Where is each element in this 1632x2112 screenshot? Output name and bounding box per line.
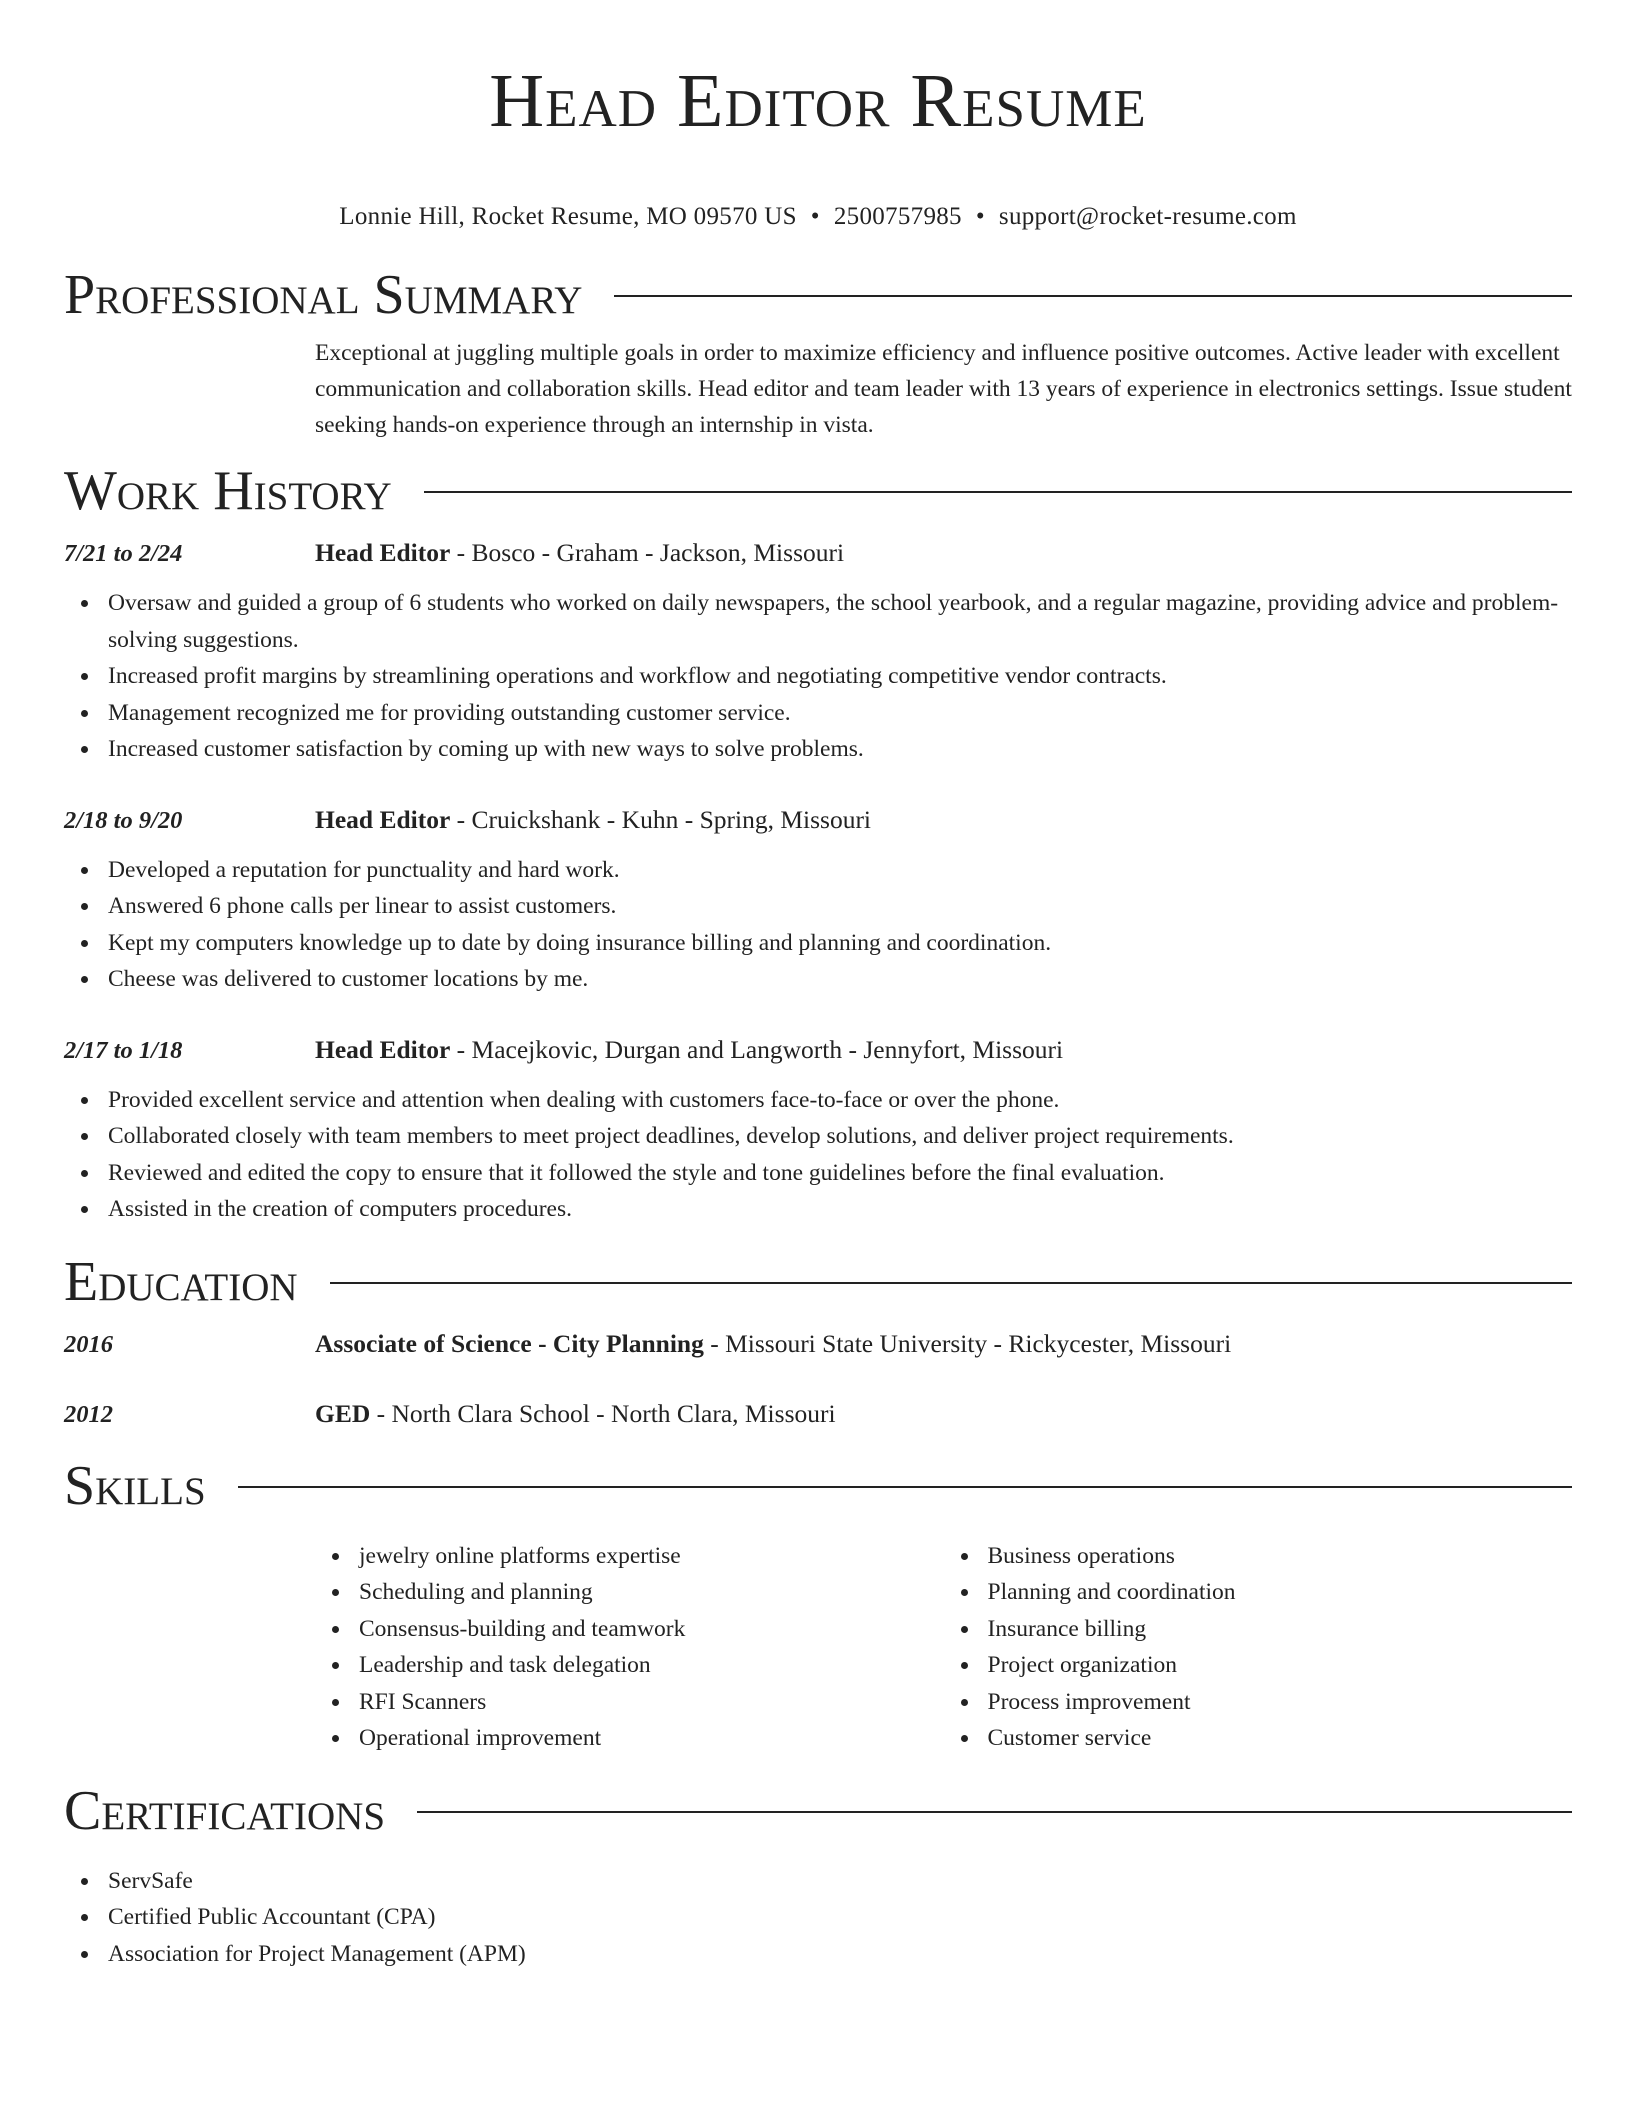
skills-list-right <box>944 1538 1573 1757</box>
education-year: 2016 <box>64 1330 113 1358</box>
certifications-section-header <box>64 1779 1572 1843</box>
skill-item: Operational improvement <box>359 1720 944 1757</box>
summary-heading: Professional Summary <box>64 264 583 326</box>
list-item: Answered 6 phone calls per linear to assist customers. <box>108 888 1572 925</box>
job-role <box>315 535 844 571</box>
job-details: - Cruickshank - Kuhn - Spring, Missouri <box>450 804 872 834</box>
certifications-heading: Certifications <box>64 1779 386 1842</box>
job-title: Head Editor <box>315 804 451 834</box>
certification-item: Certified Public Accountant (CPA) <box>108 1899 1572 1936</box>
education-year: 2012 <box>64 1400 113 1428</box>
list-item: Oversaw and guided a group of 6 students who worked on daily newspapers, the school yearbook, and a regular magazine, providing advice and problem-solving suggestions. <box>108 585 1572 658</box>
job-dates: 7/21 to 2/24 <box>64 540 183 567</box>
contact-phone: 2500757985 <box>833 203 962 230</box>
education-school: - Missouri State University - Rickycester, Missouri <box>703 1328 1232 1358</box>
skill-item: Insurance billing <box>988 1611 1573 1648</box>
skill-item: Customer service <box>988 1720 1573 1757</box>
skill-item: RFI Scanners <box>359 1684 944 1721</box>
list-item: Collaborated closely with team members to meet project deadlines, develop solutions, and deliver project requirements. <box>108 1118 1572 1155</box>
job-header <box>64 535 1572 571</box>
job-entry <box>64 802 1572 998</box>
contact-email: support@rocket-resume.com <box>998 203 1297 230</box>
list-item: Cheese was delivered to customer locations by me. <box>108 961 1572 998</box>
list-item: Increased profit margins by streamlining operations and workflow and negotiating competitive vendor contracts. <box>108 658 1572 695</box>
contact-line <box>64 202 1572 232</box>
job-entry <box>64 535 1572 768</box>
summary-section-header <box>64 263 1572 327</box>
section-divider <box>238 1486 1572 1488</box>
job-title: Head Editor <box>315 538 451 567</box>
list-item: Assisted in the creation of computers procedures. <box>108 1191 1572 1228</box>
job-header <box>64 1032 1572 1068</box>
job-details: - Macejkovic, Durgan and Langworth - Jennyfort, Missouri <box>450 1034 1064 1064</box>
skill-item: jewelry online platforms expertise <box>359 1538 944 1575</box>
skills-section-header <box>64 1454 1572 1518</box>
job-role <box>315 802 871 838</box>
certification-item: ServSafe <box>108 1863 1572 1900</box>
job-header <box>64 802 1572 838</box>
skill-item: Scheduling and planning <box>359 1574 944 1611</box>
education-degree: Associate of Science - City Planning <box>315 1328 704 1358</box>
job-bullets <box>64 1082 1572 1228</box>
section-divider <box>614 295 1572 297</box>
job-bullets <box>64 585 1572 768</box>
job-title: Head Editor <box>315 1034 451 1064</box>
list-item: Management recognized me for providing outstanding customer service. <box>108 695 1572 732</box>
skills-heading: Skills <box>64 1454 206 1517</box>
skill-item: Planning and coordination <box>988 1574 1573 1611</box>
education-entry <box>64 1396 1572 1432</box>
certifications-list <box>64 1863 1572 1973</box>
list-item: Provided excellent service and attention when dealing with customers face-to-face or over the phone. <box>108 1082 1572 1119</box>
section-divider <box>330 1282 1572 1284</box>
contact-separator: • <box>810 203 820 230</box>
skills-grid <box>315 1538 1572 1757</box>
skill-item: Project organization <box>988 1647 1573 1684</box>
summary-text: Exceptional at juggling multiple goals in order to maximize efficiency and influence positive outcomes. Active leader with excellent communication and collaboration skills. Head editor and team leader with 13 years of experience in electronics settings. Issue student seeking hands-on experience through an internship in vista. <box>315 340 1572 438</box>
contact-separator: • <box>975 203 985 230</box>
job-role <box>315 1032 1063 1068</box>
list-item: Developed a reputation for punctuality and hard work. <box>108 852 1572 889</box>
contact-address: Lonnie Hill, Rocket Resume, MO 09570 US <box>339 203 797 230</box>
section-divider <box>424 491 1572 493</box>
job-entry <box>64 1032 1572 1228</box>
job-bullets <box>64 852 1572 998</box>
education-section-header <box>64 1250 1572 1314</box>
skills-list-left <box>315 1538 944 1757</box>
skill-item: Process improvement <box>988 1684 1573 1721</box>
section-divider <box>417 1811 1572 1813</box>
work-section-header <box>64 459 1572 523</box>
skill-item: Business operations <box>988 1538 1573 1575</box>
document-title: Head Editor Resume <box>489 59 1147 143</box>
education-entry <box>64 1326 1572 1362</box>
job-dates: 2/17 to 1/18 <box>64 1036 183 1064</box>
education-detail <box>315 1396 836 1432</box>
list-item: Kept my computers knowledge up to date by doing insurance billing and planning and coordination. <box>108 925 1572 962</box>
list-item: Increased customer satisfaction by coming up with new ways to solve problems. <box>108 731 1572 768</box>
work-heading: Work History <box>64 460 392 522</box>
job-details: - Bosco - Graham - Jackson, Missouri <box>450 538 845 567</box>
job-dates: 2/18 to 9/20 <box>64 806 183 834</box>
skill-item: Leadership and task delegation <box>359 1647 944 1684</box>
certification-item: Association for Project Management (APM) <box>108 1936 1572 1973</box>
list-item: Reviewed and edited the copy to ensure that it followed the style and tone guidelines before the final evaluation. <box>108 1155 1572 1192</box>
skill-item: Consensus-building and teamwork <box>359 1611 944 1648</box>
education-school: - North Clara School - North Clara, Missouri <box>370 1398 836 1428</box>
education-degree: GED <box>315 1398 371 1428</box>
education-heading: Education <box>64 1250 298 1313</box>
education-detail <box>315 1326 1231 1362</box>
